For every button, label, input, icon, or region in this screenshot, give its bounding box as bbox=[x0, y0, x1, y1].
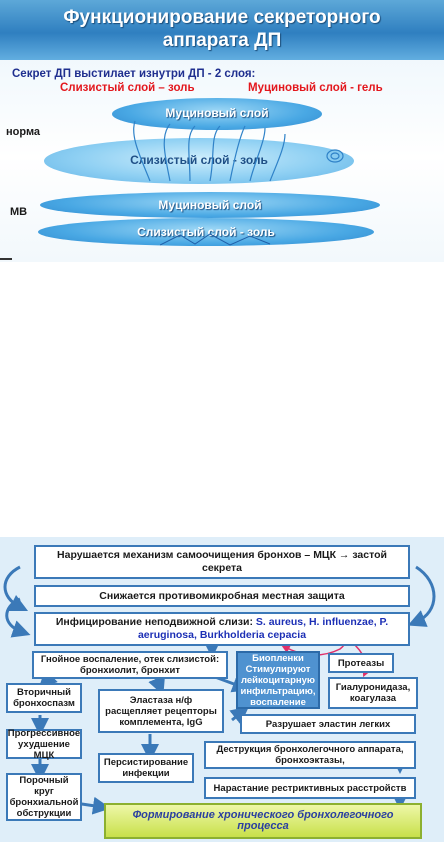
layers-subtitle: Секрет ДП выстилает изнутри ДП - 2 слоя: bbox=[12, 68, 256, 80]
cilia-drawing bbox=[40, 96, 370, 191]
infection-label: Инфицирование неподвижной слизи: bbox=[55, 616, 256, 628]
defense-decrease-text: Снижается противомикробная местная защита bbox=[99, 589, 345, 602]
vicious-circle-box bbox=[6, 773, 82, 821]
hyaluronidase-box bbox=[328, 677, 418, 709]
infection-box bbox=[34, 612, 410, 646]
norm-mucin-label: Муциновый слой bbox=[165, 106, 269, 120]
elastase-box bbox=[98, 689, 224, 733]
purulent-inflammation-text: Гнойное воспаление, отек слизистой: бронхиолит, бронхит bbox=[40, 654, 220, 676]
bronchiectasis-box bbox=[204, 741, 416, 769]
infection-text bbox=[39, 616, 405, 642]
norm-label: норма bbox=[6, 126, 41, 138]
mcc-progression-text: Прогрессивное ухудшение МЦК bbox=[7, 727, 81, 761]
bronchiectasis-text: Деструкция бронхолегочного аппарата, бронхоэктазы, bbox=[216, 744, 404, 766]
chronic-process-text: Формирование хронического бронхолегочного процесса bbox=[132, 809, 394, 832]
elastase-text: Эластаза н/ф расщепляет рецепторы комплемента, IgG bbox=[105, 694, 217, 728]
bronchospasm-box bbox=[6, 683, 82, 713]
biofilms-text: Биопленки Стимулируют лейкоцитарную инфильтрацию, воспаление bbox=[240, 652, 316, 708]
secretory-apparatus-slide bbox=[0, 0, 444, 262]
mv-mucin-layer bbox=[40, 192, 380, 218]
persistence-text: Персистирование инфекции bbox=[103, 757, 189, 779]
gel-layer-label: Муциновый слой - гель bbox=[248, 82, 383, 94]
elastin-destruction-text: Разрушает эластин легких bbox=[265, 718, 391, 730]
pathogens-list: S. aureus, H. influenzae, P. aeruginosa, Burkholderia cepacia bbox=[137, 616, 389, 641]
proteases-text: Протеазы bbox=[337, 657, 385, 669]
vicious-circle-text: Порочный круг бронхиальной обструкции bbox=[9, 775, 79, 819]
chronic-process-box bbox=[104, 803, 422, 839]
collapsed-cilia-drawing bbox=[160, 230, 280, 250]
mcc-disruption-box bbox=[34, 545, 410, 579]
title-banner bbox=[0, 0, 444, 60]
norm-sol-label: Слизистый слой - золь bbox=[130, 153, 268, 167]
title-line-2: аппарата ДП bbox=[162, 30, 282, 51]
proteases-box bbox=[328, 653, 394, 673]
elastin-destruction-box bbox=[240, 714, 416, 734]
bronchospasm-text: Вторичный бронхоспазм bbox=[13, 687, 75, 709]
mv-mucin-label: Муциновый слой bbox=[158, 198, 262, 212]
persistence-box bbox=[98, 753, 194, 783]
sol-layer-label: Слизистый слой – золь bbox=[60, 82, 195, 94]
hyaluronidase-text: Гиалуронидаза, коагулаза bbox=[335, 682, 411, 704]
restrictive-disorders-box bbox=[204, 777, 416, 799]
purulent-inflammation-box bbox=[32, 651, 228, 679]
mcc-disruption-text: Нарушается механизм самоочищения бронхов – МЦК → застой секрета bbox=[57, 549, 387, 574]
restrictive-disorders-text: Нарастание рестриктивных расстройств bbox=[213, 782, 407, 794]
mcc-progression-box bbox=[6, 729, 82, 759]
mv-label: МВ bbox=[10, 206, 28, 218]
biofilms-box bbox=[236, 651, 320, 709]
defense-decrease-box bbox=[34, 585, 410, 607]
pathogenesis-diagram bbox=[0, 537, 444, 842]
slide-mark bbox=[0, 258, 12, 260]
title-line-1: Функционирование секреторного bbox=[63, 7, 381, 28]
mv-sol-label: Слизистый слой - золь bbox=[137, 225, 275, 239]
